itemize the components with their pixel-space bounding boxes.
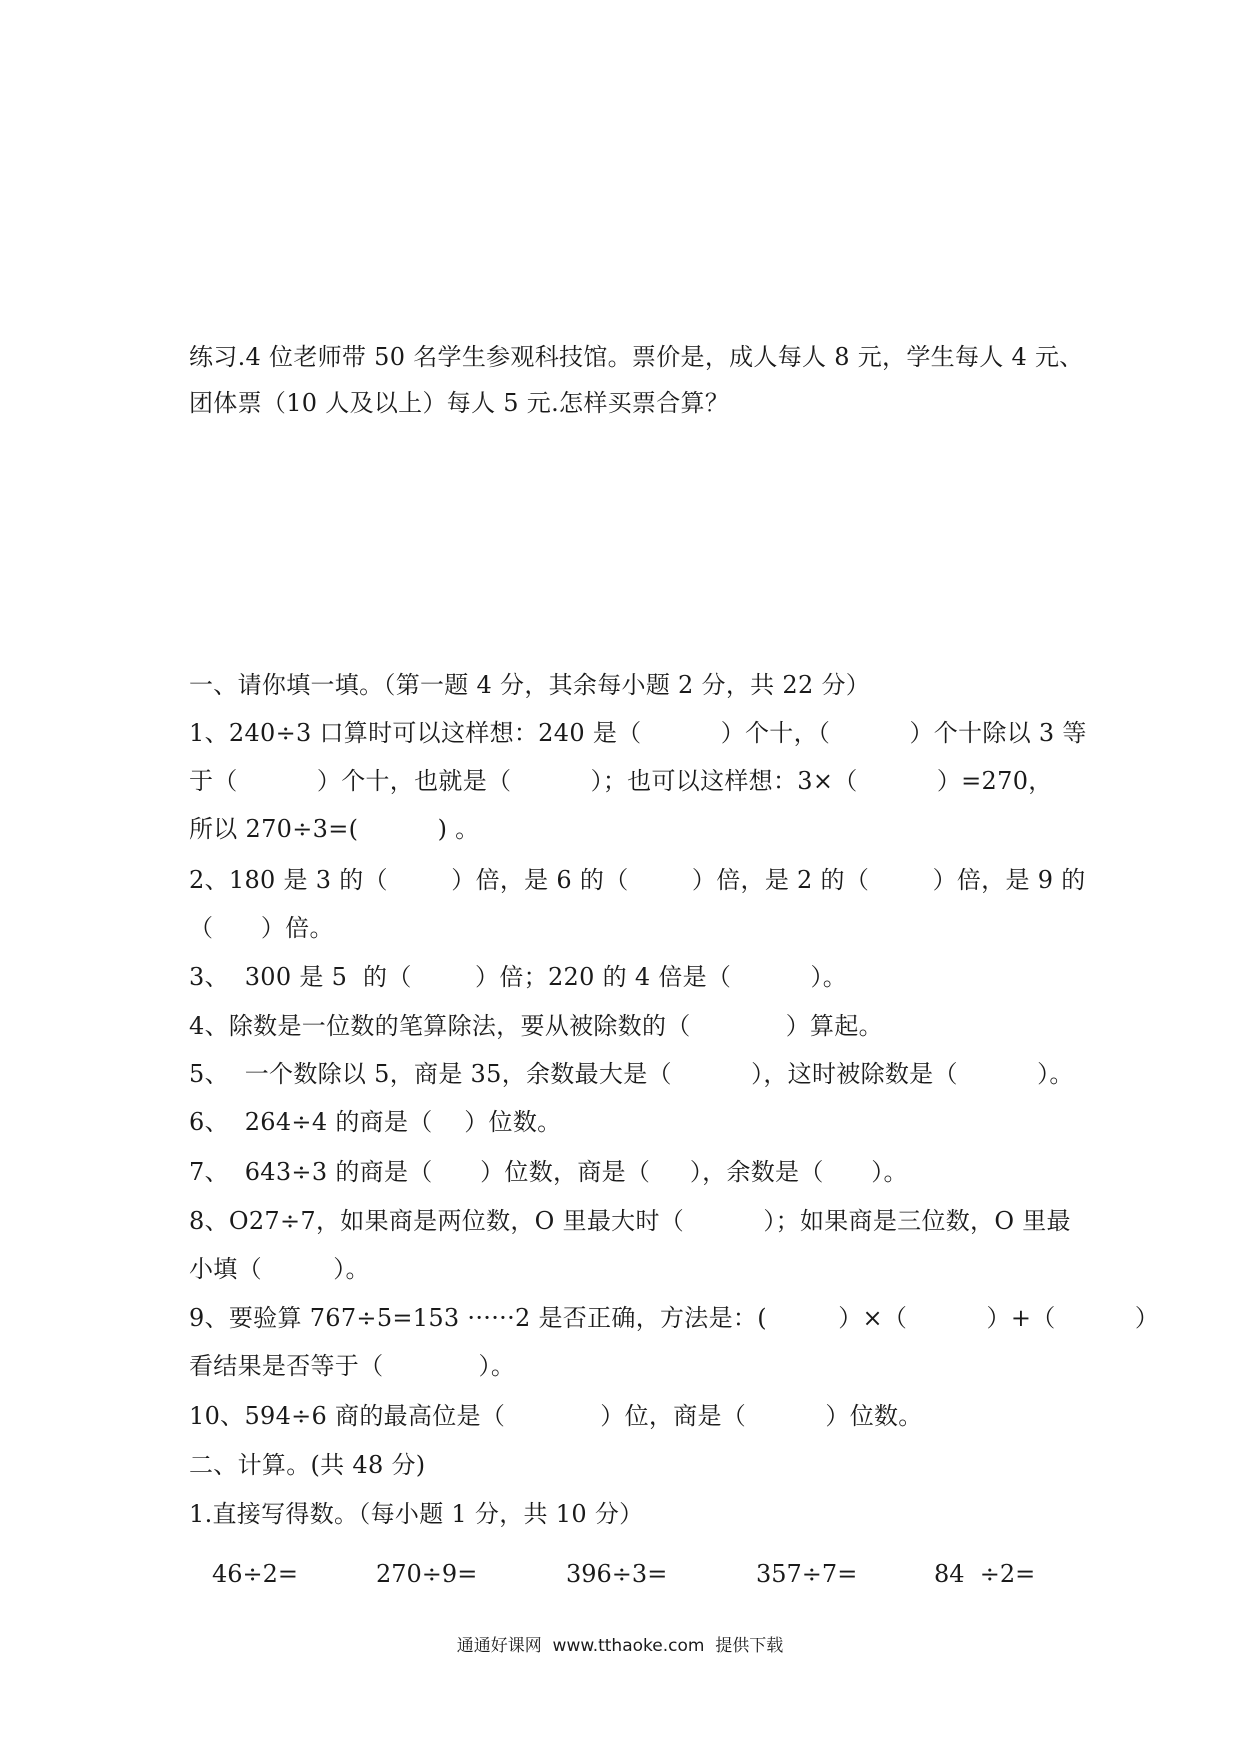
question-2-line-2: （ ）倍。 [189,914,334,942]
question-1-line-2: 于（ ）个十，也就是（ ）；也可以这样想：3×（ ）=270， [189,767,1053,795]
question-1-line-3: 所以 270÷3=( ) 。 [189,815,480,843]
calc-item: 357÷7= [756,1560,858,1588]
question-9-line-2: 看结果是否等于（ ）。 [189,1352,516,1380]
practice-line-1: 练习.4 位老师带 50 名学生参观科技馆。票价是，成人每人 8 元，学生每人 4 元、 [189,343,1084,371]
question-4: 4、除数是一位数的笔算除法，要从被除数的（ ）算起。 [189,1012,883,1040]
calc-item: 270÷9= [376,1560,478,1588]
calc-item: 84 ÷2= [934,1560,1036,1588]
question-9-line-1: 9、要验算 767÷5=153 ······2 是否正确，方法是：( ）×（ ）+（ ） [189,1304,1160,1332]
question-3: 3、 300 是 5 的（ ）倍；220 的 4 倍是（ ）。 [189,963,848,991]
question-8-line-2: 小填（ ）。 [189,1255,370,1283]
section2-heading: 二、计算。(共 48 分) [189,1451,426,1479]
question-6: 6、 264÷4 的商是（ ）位数。 [189,1108,562,1136]
calc-item: 396÷3= [566,1560,668,1588]
question-2-line-1: 2、180 是 3 的（ ）倍，是 6 的（ ）倍，是 2 的（ ）倍，是 9 的 [189,866,1086,894]
section1-heading: 一、请你填一填。（第一题 4 分，其余每小题 2 分，共 22 分） [189,671,871,699]
question-10: 10、594÷6 商的最高位是（ ）位，商是（ ）位数。 [189,1402,923,1430]
calc-item: 46÷2= [212,1560,299,1588]
question-8-line-1: 8、O27÷7，如果商是两位数，O 里最大时（ ）；如果商是三位数，O 里最 [189,1207,1071,1235]
practice-line-2: 团体票（10 人及以上）每人 5 元.怎样买票合算？ [189,389,730,417]
download-footer: 通通好课网 www.tthaoke.com 提供下载 [456,1636,784,1656]
section2-subheading: 1.直接写得数。（每小题 1 分，共 10 分） [189,1500,644,1528]
question-7: 7、 643÷3 的商是（ ）位数，商是（ ），余数是（ ）。 [189,1158,908,1186]
calculation-row [212,1556,1072,1592]
question-1-line-1: 1、240÷3 口算时可以这样想：240 是（ ）个十，（ ）个十除以 3 等 [189,719,1087,747]
question-5: 5、 一个数除以 5，商是 35，余数最大是（ ），这时被除数是（ ）。 [189,1060,1074,1088]
